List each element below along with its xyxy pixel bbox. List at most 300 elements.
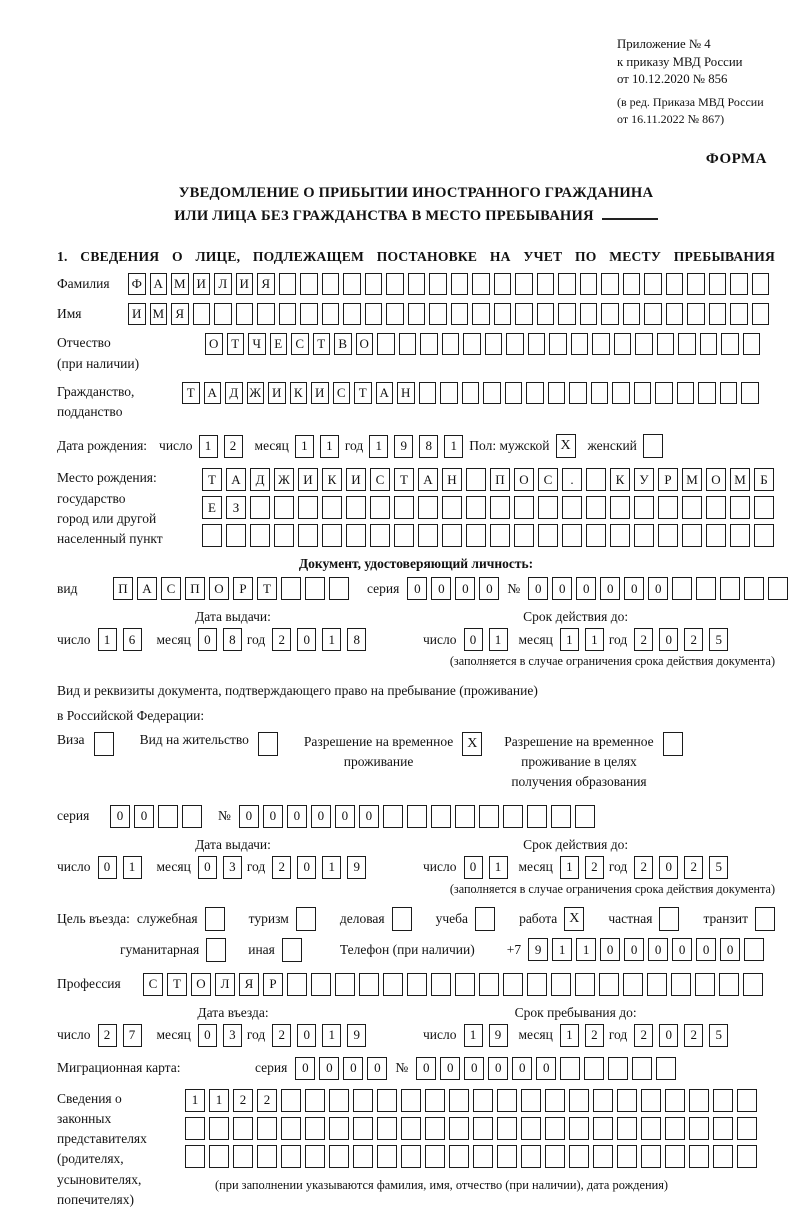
char-box[interactable]: Ж <box>247 382 265 404</box>
char-box[interactable] <box>365 273 383 295</box>
char-box[interactable]: С <box>161 577 181 600</box>
char-box[interactable] <box>226 524 246 547</box>
char-box[interactable]: 1 <box>295 435 314 458</box>
char-box[interactable] <box>514 496 534 519</box>
char-box[interactable]: З <box>226 496 246 519</box>
char-box[interactable] <box>730 303 748 325</box>
char-box[interactable]: 0 <box>416 1057 436 1080</box>
char-box[interactable] <box>658 524 678 547</box>
char-box[interactable] <box>601 303 619 325</box>
char-box[interactable] <box>494 303 512 325</box>
char-box[interactable] <box>383 805 403 828</box>
char-box[interactable]: 0 <box>343 1057 363 1080</box>
char-box[interactable]: К <box>322 468 342 491</box>
char-box[interactable]: 9 <box>347 1024 366 1047</box>
char-box[interactable]: Т <box>202 468 222 491</box>
char-box[interactable] <box>343 273 361 295</box>
char-box[interactable]: Р <box>263 973 283 996</box>
char-box[interactable] <box>548 382 566 404</box>
char-box[interactable]: М <box>150 303 168 325</box>
char-box[interactable] <box>666 273 684 295</box>
char-box[interactable]: А <box>204 382 222 404</box>
char-box[interactable]: А <box>418 468 438 491</box>
char-box[interactable] <box>185 1145 205 1168</box>
char-box[interactable] <box>287 973 307 996</box>
char-box[interactable] <box>666 303 684 325</box>
char-box[interactable] <box>655 382 673 404</box>
char-box[interactable]: 6 <box>123 628 142 651</box>
char-box[interactable] <box>737 1117 757 1140</box>
char-box[interactable] <box>754 524 774 547</box>
char-box[interactable]: Т <box>167 973 187 996</box>
char-box[interactable]: 8 <box>347 628 366 651</box>
char-box[interactable] <box>353 1089 373 1112</box>
char-box[interactable]: X <box>462 732 482 756</box>
char-box[interactable]: Н <box>442 468 462 491</box>
char-box[interactable]: 5 <box>709 628 728 651</box>
char-box[interactable] <box>343 303 361 325</box>
char-box[interactable] <box>634 496 654 519</box>
char-box[interactable] <box>617 1145 637 1168</box>
char-box[interactable]: 8 <box>223 628 242 651</box>
char-box[interactable]: 1 <box>209 1089 229 1112</box>
char-box[interactable]: 1 <box>322 1024 341 1047</box>
char-box[interactable] <box>490 496 510 519</box>
char-box[interactable] <box>558 273 576 295</box>
char-box[interactable] <box>608 1057 628 1080</box>
char-box[interactable]: У <box>634 468 654 491</box>
char-box[interactable] <box>408 273 426 295</box>
char-box[interactable] <box>322 524 342 547</box>
char-box[interactable] <box>744 938 764 961</box>
char-box[interactable]: Т <box>182 382 200 404</box>
char-box[interactable]: 0 <box>696 938 716 961</box>
char-box[interactable] <box>677 382 695 404</box>
char-box[interactable] <box>377 1145 397 1168</box>
char-box[interactable] <box>623 973 643 996</box>
char-box[interactable]: С <box>333 382 351 404</box>
char-box[interactable] <box>569 1145 589 1168</box>
char-box[interactable]: Т <box>257 577 277 600</box>
char-box[interactable] <box>741 382 759 404</box>
char-box[interactable] <box>425 1117 445 1140</box>
char-box[interactable] <box>521 1117 541 1140</box>
char-box[interactable]: 0 <box>552 577 572 600</box>
char-box[interactable]: 1 <box>369 435 388 458</box>
char-box[interactable] <box>584 1057 604 1080</box>
char-box[interactable] <box>494 273 512 295</box>
char-box[interactable]: 0 <box>648 577 668 600</box>
char-box[interactable] <box>418 524 438 547</box>
char-box[interactable] <box>209 1117 229 1140</box>
char-box[interactable] <box>682 496 702 519</box>
char-box[interactable] <box>305 1089 325 1112</box>
char-box[interactable]: И <box>311 382 329 404</box>
char-box[interactable] <box>250 496 270 519</box>
char-box[interactable] <box>720 382 738 404</box>
char-box[interactable]: П <box>113 577 133 600</box>
char-box[interactable]: Я <box>171 303 189 325</box>
char-box[interactable] <box>311 973 331 996</box>
char-box[interactable] <box>614 333 632 355</box>
char-box[interactable] <box>641 1117 661 1140</box>
char-box[interactable] <box>752 303 770 325</box>
char-box[interactable]: Р <box>658 468 678 491</box>
char-box[interactable]: О <box>356 333 374 355</box>
char-box[interactable]: 2 <box>272 628 291 651</box>
char-box[interactable]: 1 <box>185 1089 205 1112</box>
char-box[interactable]: 2 <box>684 628 703 651</box>
char-box[interactable]: П <box>185 577 205 600</box>
char-box[interactable] <box>672 577 692 600</box>
char-box[interactable]: К <box>610 468 630 491</box>
char-box[interactable] <box>365 303 383 325</box>
char-box[interactable] <box>549 333 567 355</box>
char-box[interactable]: 0 <box>198 1024 217 1047</box>
char-box[interactable] <box>689 1145 709 1168</box>
char-box[interactable] <box>442 496 462 519</box>
char-box[interactable] <box>617 1117 637 1140</box>
char-box[interactable] <box>623 303 641 325</box>
char-box[interactable]: Ф <box>128 273 146 295</box>
char-box[interactable] <box>214 303 232 325</box>
char-box[interactable] <box>418 496 438 519</box>
char-box[interactable] <box>322 273 340 295</box>
char-box[interactable] <box>158 805 178 828</box>
char-box[interactable] <box>665 1117 685 1140</box>
char-box[interactable] <box>743 333 761 355</box>
char-box[interactable] <box>440 382 458 404</box>
char-box[interactable] <box>258 732 278 756</box>
char-box[interactable]: И <box>193 273 211 295</box>
char-box[interactable]: 2 <box>98 1024 117 1047</box>
char-box[interactable] <box>657 333 675 355</box>
char-box[interactable] <box>394 496 414 519</box>
char-box[interactable]: 0 <box>297 856 316 879</box>
char-box[interactable] <box>407 805 427 828</box>
char-box[interactable] <box>571 333 589 355</box>
char-box[interactable]: 0 <box>464 856 483 879</box>
char-box[interactable]: 1 <box>199 435 218 458</box>
char-box[interactable] <box>656 1057 676 1080</box>
char-box[interactable] <box>545 1145 565 1168</box>
char-box[interactable] <box>515 273 533 295</box>
char-box[interactable] <box>526 382 544 404</box>
char-box[interactable]: М <box>730 468 750 491</box>
char-box[interactable] <box>329 1089 349 1112</box>
char-box[interactable] <box>755 907 775 931</box>
char-box[interactable] <box>386 303 404 325</box>
char-box[interactable] <box>730 496 750 519</box>
char-box[interactable]: Н <box>397 382 415 404</box>
char-box[interactable]: 2 <box>634 856 653 879</box>
char-box[interactable] <box>569 1089 589 1112</box>
char-box[interactable] <box>455 973 475 996</box>
char-box[interactable] <box>514 524 534 547</box>
char-box[interactable] <box>527 805 547 828</box>
char-box[interactable] <box>700 333 718 355</box>
char-box[interactable]: 1 <box>489 628 508 651</box>
char-box[interactable]: 0 <box>407 577 427 600</box>
char-box[interactable] <box>193 303 211 325</box>
char-box[interactable] <box>515 303 533 325</box>
char-box[interactable] <box>696 577 716 600</box>
char-box[interactable] <box>305 1117 325 1140</box>
char-box[interactable]: С <box>538 468 558 491</box>
char-box[interactable] <box>503 973 523 996</box>
char-box[interactable]: Я <box>257 273 275 295</box>
char-box[interactable] <box>353 1145 373 1168</box>
char-box[interactable]: 2 <box>684 856 703 879</box>
char-box[interactable]: 0 <box>311 805 331 828</box>
char-box[interactable] <box>420 333 438 355</box>
char-box[interactable]: Р <box>233 577 253 600</box>
char-box[interactable] <box>506 333 524 355</box>
char-box[interactable] <box>274 496 294 519</box>
char-box[interactable]: 0 <box>659 1024 678 1047</box>
char-box[interactable] <box>185 1117 205 1140</box>
char-box[interactable] <box>377 1117 397 1140</box>
char-box[interactable]: С <box>370 468 390 491</box>
char-box[interactable]: 2 <box>684 1024 703 1047</box>
char-box[interactable]: 1 <box>320 435 339 458</box>
char-box[interactable] <box>329 577 349 600</box>
char-box[interactable] <box>346 496 366 519</box>
char-box[interactable]: 2 <box>585 1024 604 1047</box>
char-box[interactable]: К <box>290 382 308 404</box>
char-box[interactable] <box>580 273 598 295</box>
char-box[interactable] <box>94 732 114 756</box>
char-box[interactable]: О <box>209 577 229 600</box>
char-box[interactable] <box>279 273 297 295</box>
char-box[interactable] <box>209 1145 229 1168</box>
char-box[interactable] <box>599 973 619 996</box>
char-box[interactable] <box>497 1145 517 1168</box>
char-box[interactable] <box>528 333 546 355</box>
char-box[interactable] <box>479 973 499 996</box>
char-box[interactable] <box>463 333 481 355</box>
char-box[interactable] <box>658 496 678 519</box>
char-box[interactable]: 9 <box>489 1024 508 1047</box>
char-box[interactable] <box>281 577 301 600</box>
char-box[interactable]: 2 <box>634 1024 653 1047</box>
char-box[interactable] <box>687 303 705 325</box>
char-box[interactable]: О <box>205 333 223 355</box>
char-box[interactable] <box>442 333 460 355</box>
char-box[interactable] <box>665 1089 685 1112</box>
char-box[interactable] <box>562 524 582 547</box>
char-box[interactable] <box>706 524 726 547</box>
char-box[interactable]: 5 <box>709 856 728 879</box>
char-box[interactable]: С <box>291 333 309 355</box>
char-box[interactable]: 0 <box>110 805 130 828</box>
char-box[interactable]: 1 <box>560 1024 579 1047</box>
char-box[interactable] <box>659 907 679 931</box>
char-box[interactable]: 0 <box>98 856 117 879</box>
char-box[interactable]: 0 <box>479 577 499 600</box>
char-box[interactable] <box>473 1089 493 1112</box>
char-box[interactable] <box>250 524 270 547</box>
char-box[interactable] <box>575 805 595 828</box>
char-box[interactable] <box>560 1057 580 1080</box>
char-box[interactable]: А <box>226 468 246 491</box>
char-box[interactable] <box>490 524 510 547</box>
char-box[interactable]: 0 <box>576 577 596 600</box>
char-box[interactable]: 0 <box>134 805 154 828</box>
char-box[interactable] <box>575 973 595 996</box>
char-box[interactable] <box>558 303 576 325</box>
char-box[interactable] <box>455 805 475 828</box>
char-box[interactable]: 1 <box>489 856 508 879</box>
char-box[interactable] <box>591 382 609 404</box>
char-box[interactable] <box>720 577 740 600</box>
char-box[interactable] <box>257 1145 277 1168</box>
char-box[interactable] <box>586 496 606 519</box>
char-box[interactable]: 1 <box>98 628 117 651</box>
char-box[interactable] <box>386 273 404 295</box>
char-box[interactable] <box>682 524 702 547</box>
char-box[interactable] <box>601 273 619 295</box>
char-box[interactable] <box>689 1089 709 1112</box>
char-box[interactable]: 9 <box>394 435 413 458</box>
char-box[interactable]: А <box>137 577 157 600</box>
char-box[interactable]: Е <box>202 496 222 519</box>
char-box[interactable]: . <box>562 468 582 491</box>
char-box[interactable]: 0 <box>624 577 644 600</box>
char-box[interactable] <box>623 273 641 295</box>
char-box[interactable]: 2 <box>257 1089 277 1112</box>
char-box[interactable]: Л <box>214 273 232 295</box>
char-box[interactable]: 1 <box>444 435 463 458</box>
char-box[interactable] <box>689 1117 709 1140</box>
char-box[interactable]: X <box>556 434 576 458</box>
char-box[interactable]: 0 <box>600 577 620 600</box>
char-box[interactable]: 0 <box>488 1057 508 1080</box>
char-box[interactable] <box>752 273 770 295</box>
char-box[interactable] <box>663 732 683 756</box>
char-box[interactable] <box>665 1145 685 1168</box>
char-box[interactable]: 1 <box>560 628 579 651</box>
char-box[interactable]: Ч <box>248 333 266 355</box>
char-box[interactable] <box>586 524 606 547</box>
char-box[interactable] <box>635 333 653 355</box>
char-box[interactable] <box>462 382 480 404</box>
char-box[interactable]: 0 <box>319 1057 339 1080</box>
char-box[interactable] <box>505 382 523 404</box>
char-box[interactable]: 0 <box>263 805 283 828</box>
char-box[interactable]: М <box>171 273 189 295</box>
char-box[interactable]: И <box>236 273 254 295</box>
char-box[interactable]: И <box>268 382 286 404</box>
char-box[interactable] <box>298 524 318 547</box>
char-box[interactable]: 0 <box>295 1057 315 1080</box>
char-box[interactable] <box>472 273 490 295</box>
char-box[interactable]: 1 <box>560 856 579 879</box>
char-box[interactable] <box>383 973 403 996</box>
char-box[interactable] <box>202 524 222 547</box>
char-box[interactable] <box>647 973 667 996</box>
char-box[interactable] <box>182 805 202 828</box>
char-box[interactable] <box>257 303 275 325</box>
char-box[interactable] <box>521 1145 541 1168</box>
char-box[interactable] <box>300 273 318 295</box>
char-box[interactable]: 2 <box>634 628 653 651</box>
char-box[interactable] <box>407 973 427 996</box>
char-box[interactable]: 0 <box>464 628 483 651</box>
char-box[interactable] <box>610 496 630 519</box>
char-box[interactable] <box>483 382 501 404</box>
char-box[interactable]: Л <box>215 973 235 996</box>
char-box[interactable] <box>737 1089 757 1112</box>
char-box[interactable]: 1 <box>322 628 341 651</box>
char-box[interactable]: 2 <box>233 1089 253 1112</box>
char-box[interactable] <box>709 273 727 295</box>
char-box[interactable]: 3 <box>223 1024 242 1047</box>
char-box[interactable] <box>641 1089 661 1112</box>
char-box[interactable] <box>274 524 294 547</box>
char-box[interactable] <box>644 303 662 325</box>
char-box[interactable]: 0 <box>198 628 217 651</box>
char-box[interactable]: 2 <box>272 1024 291 1047</box>
char-box[interactable] <box>377 1089 397 1112</box>
char-box[interactable]: 0 <box>335 805 355 828</box>
char-box[interactable] <box>562 496 582 519</box>
char-box[interactable]: Т <box>227 333 245 355</box>
char-box[interactable]: 1 <box>552 938 572 961</box>
char-box[interactable]: Ж <box>274 468 294 491</box>
char-box[interactable] <box>335 973 355 996</box>
char-box[interactable] <box>497 1089 517 1112</box>
char-box[interactable] <box>687 273 705 295</box>
char-box[interactable] <box>586 468 606 491</box>
char-box[interactable] <box>329 1145 349 1168</box>
char-box[interactable] <box>695 973 715 996</box>
char-box[interactable] <box>475 907 495 931</box>
char-box[interactable]: 1 <box>576 938 596 961</box>
char-box[interactable]: 0 <box>359 805 379 828</box>
char-box[interactable] <box>449 1145 469 1168</box>
char-box[interactable]: 0 <box>672 938 692 961</box>
char-box[interactable] <box>442 524 462 547</box>
char-box[interactable]: 0 <box>287 805 307 828</box>
char-box[interactable] <box>466 468 486 491</box>
char-box[interactable] <box>473 1145 493 1168</box>
char-box[interactable] <box>527 973 547 996</box>
char-box[interactable] <box>305 577 325 600</box>
char-box[interactable] <box>485 333 503 355</box>
char-box[interactable] <box>370 524 390 547</box>
char-box[interactable] <box>713 1117 733 1140</box>
char-box[interactable] <box>451 273 469 295</box>
char-box[interactable] <box>580 303 598 325</box>
char-box[interactable] <box>451 303 469 325</box>
char-box[interactable] <box>698 382 716 404</box>
char-box[interactable]: И <box>298 468 318 491</box>
char-box[interactable]: 8 <box>419 435 438 458</box>
char-box[interactable] <box>569 382 587 404</box>
char-box[interactable]: 0 <box>440 1057 460 1080</box>
char-box[interactable] <box>401 1145 421 1168</box>
char-box[interactable] <box>206 938 226 962</box>
char-box[interactable] <box>593 1145 613 1168</box>
char-box[interactable] <box>644 273 662 295</box>
char-box[interactable] <box>641 1145 661 1168</box>
char-box[interactable] <box>408 303 426 325</box>
char-box[interactable]: 0 <box>464 1057 484 1080</box>
char-box[interactable] <box>300 303 318 325</box>
char-box[interactable] <box>205 907 225 931</box>
char-box[interactable] <box>545 1089 565 1112</box>
